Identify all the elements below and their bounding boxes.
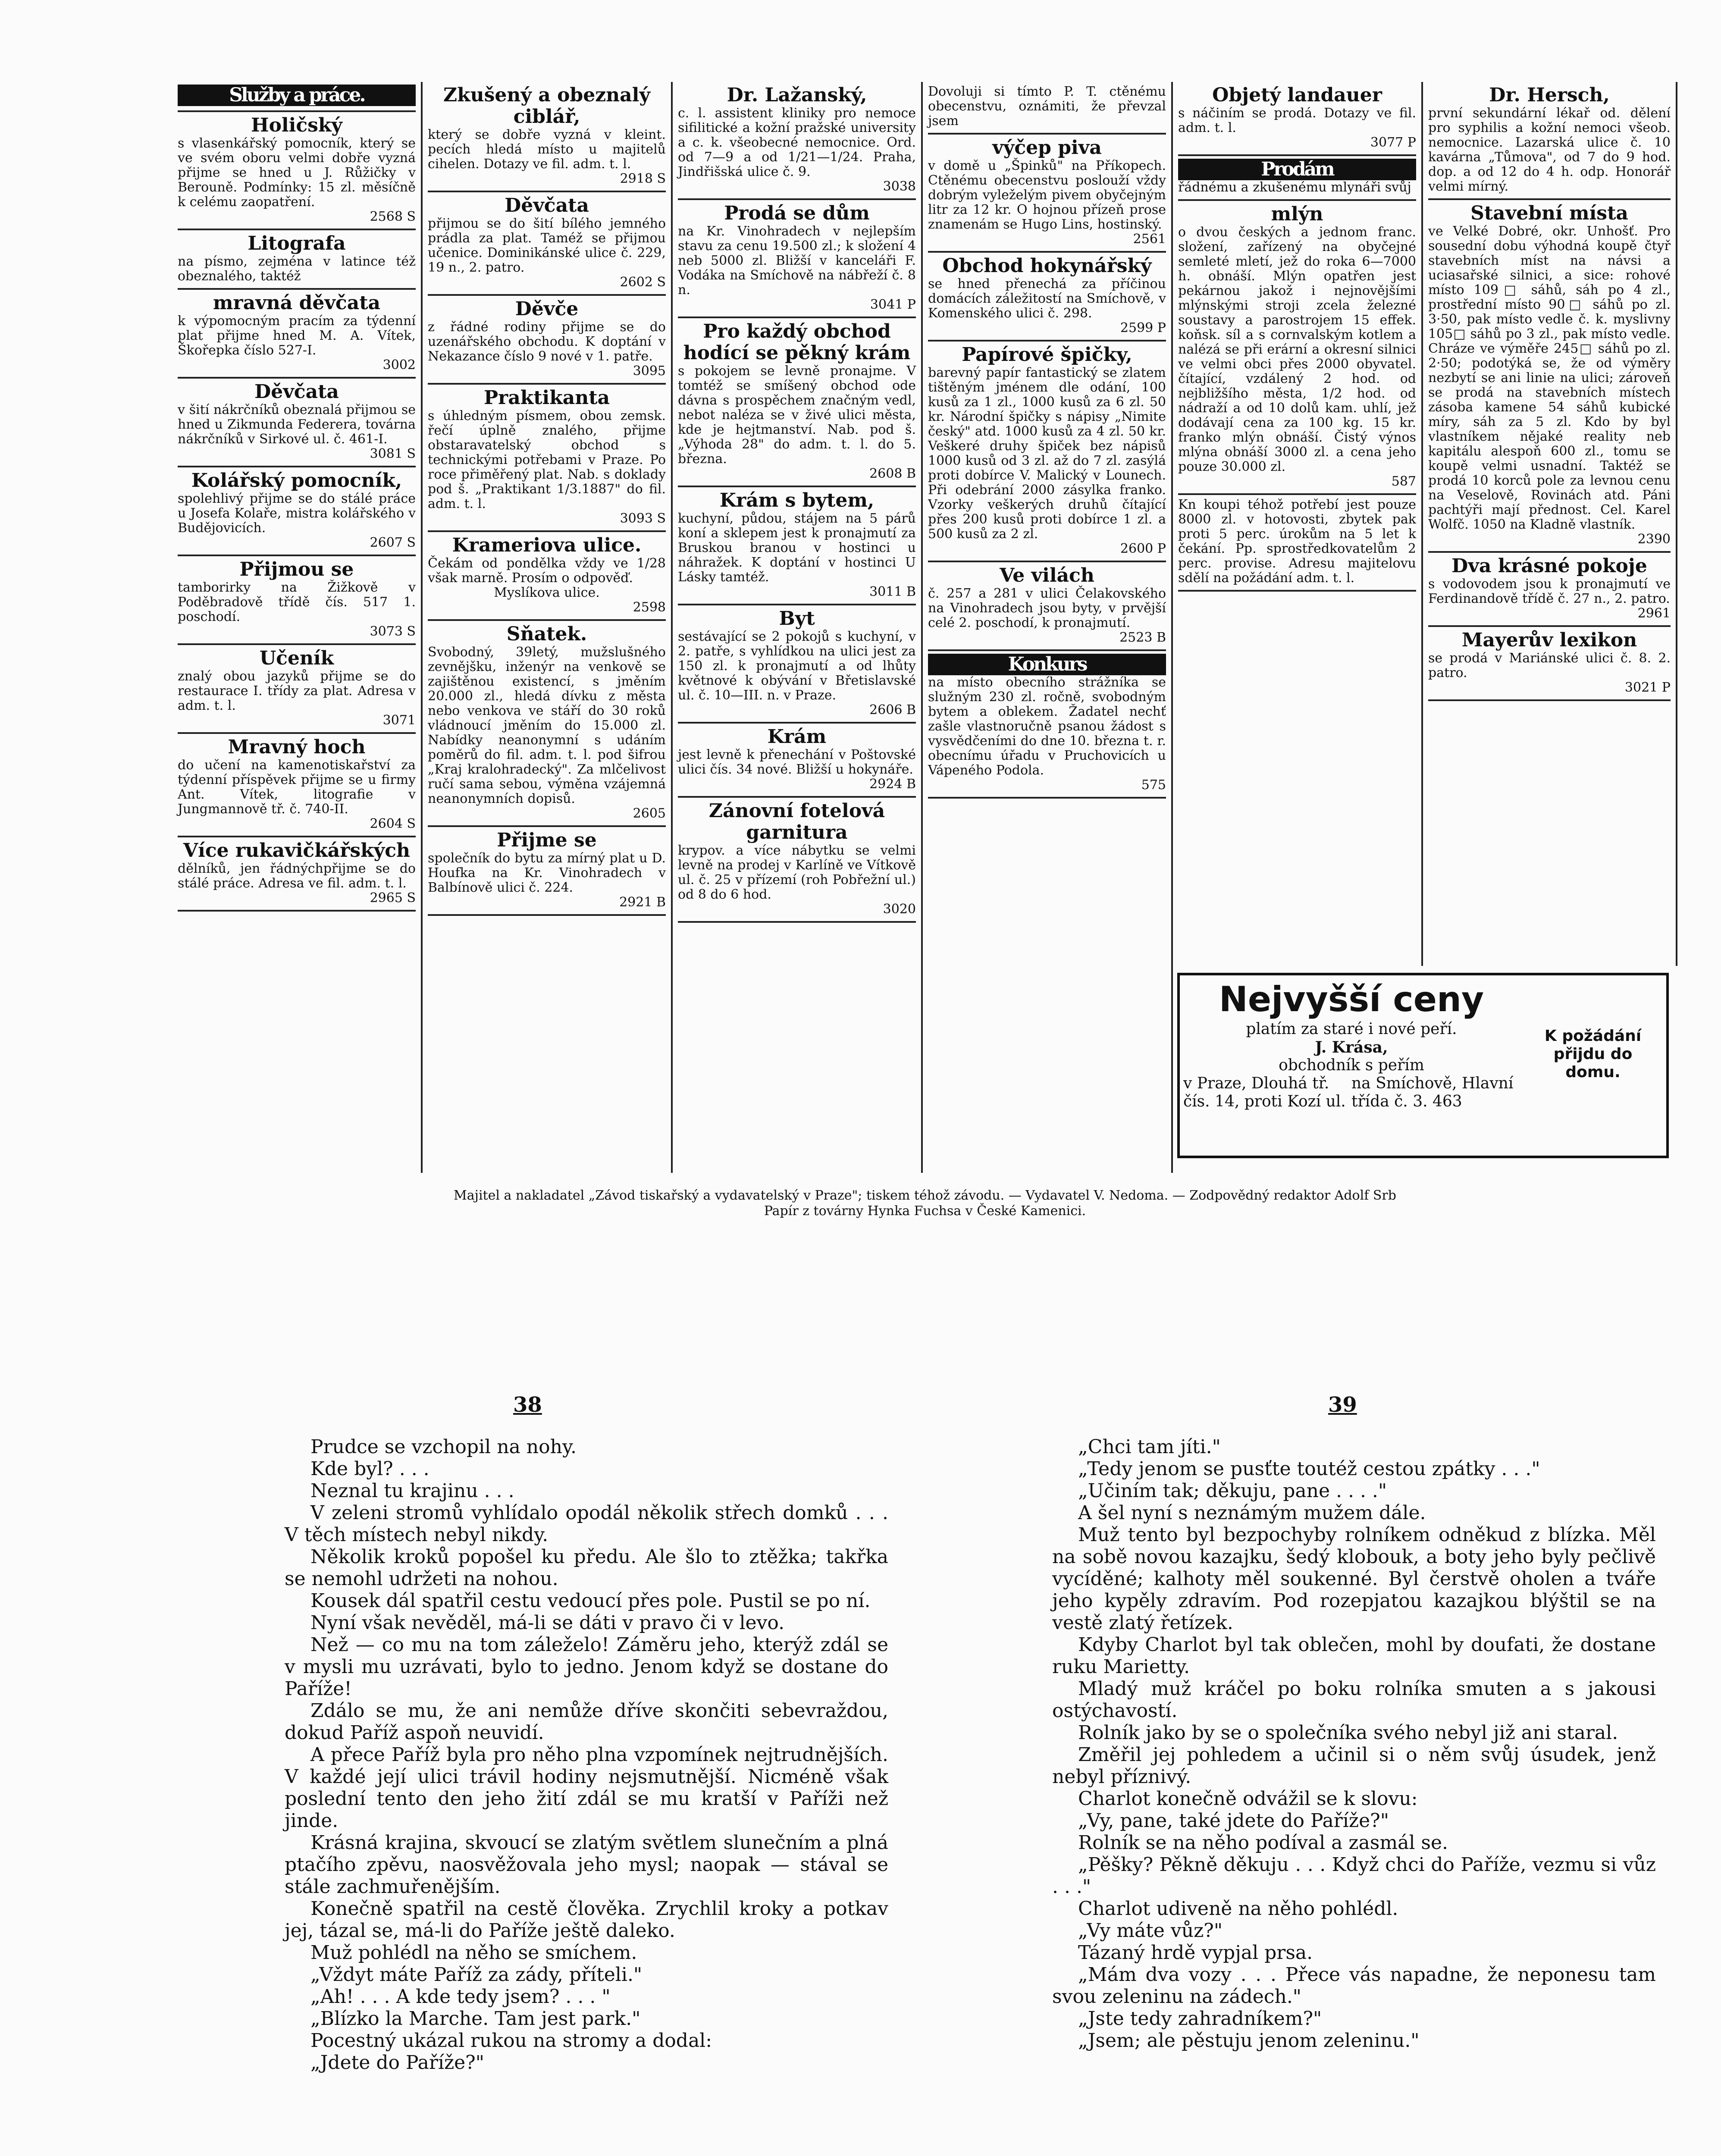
book-paragraph: Rolník jako by se o společníka svého nebyl již ani staral. [1078,1722,1618,1744]
ad-banner-title: Konkurs [928,654,1166,675]
ad-code: 2608 B [869,466,916,481]
ad-code: 2390 [1637,532,1671,547]
ad-text: Dovoluji si tímto P. T. ctěnému obecenstvu, oznámiti, že převzal jsem [928,84,1166,128]
ad-item [1178,156,1416,201]
ads-column-6 [1423,82,1677,966]
feather-ad-box [1177,973,1669,1158]
ad-code: 2604 S [370,816,416,831]
ad-item [928,135,1166,253]
ad-item [1428,82,1671,200]
feather-ad-title: Nejvyšší ceny [1219,979,1484,1019]
ad-item [178,290,416,379]
book-paragraph: Charlot konečně odvážil se k slovu: [1078,1788,1418,1810]
ad-text: se prodá v Mariánské ulici č. 8. 2. patro. [1428,651,1671,680]
ad-text: krypov. a více nábytku se velmi levně na prodej v Karlíně ve Vítkově ul. č. 25 v přízemí (roh Pobřežní ul.) od 8 do 6 hod. [678,843,916,902]
ad-code: 3002 [382,357,416,373]
ad-item [928,562,1166,651]
book-paragraph: Změřil jej pohledem a učinil si o něm svůj úsudek, jenž nebyl příznivý. [1052,1744,1656,1788]
ad-text: se hned přenechá za příčinou domácích záležitostí na Smíchově, v Komenského ulici č. 298. [928,276,1166,321]
ad-code: 3095 [633,364,666,379]
ad-title: Dr. Lažanský, [727,84,867,106]
book-paragraph: Kde byl? . . . [310,1458,429,1480]
ad-title: Holičský [251,114,342,136]
ad-text: řádnému a zkušenému mlynáři svůj [1178,180,1411,195]
book-paragraph: Nyní však nevěděl, má-li se dáti v pravo či v levo. [310,1612,785,1634]
ads-column-5 [1173,82,1423,966]
ad-item [178,112,416,230]
book-paragraph: „Jdete do Paříže?" [310,2052,485,2074]
ad-code: 2965 S [370,890,416,906]
feather-ad-line2: obchodník s peřím [1279,1056,1424,1074]
ad-item [178,82,416,112]
book-paragraph: „Jste tedy zahradníkem?" [1078,2008,1322,2030]
ad-title: mravná děvčata [213,292,381,314]
ad-code: 2607 S [370,535,416,550]
ad-code: 2600 P [1120,541,1166,556]
ads-column-3 [673,82,923,1173]
book-paragraph: „Ah! . . . A kde tedy jsem? . . . " [310,1986,611,2008]
ad-title: Ve vilách [1000,564,1094,586]
ad-title: Obchod hokynářský [942,255,1152,277]
ad-extra: Myslíkova ulice. [494,585,600,600]
ad-code: 3093 S [620,511,666,526]
book-paragraph: Prudce se vzchopil na nohy. [310,1436,577,1458]
book-paragraph: Muž tento byl bezpochyby rolníkem odněkud z blízka. Měl na sobě novou kazajku, šedý klobouk, a boty jeho byly pečlivě vycíděné; kalhoty měl soukenné. Byl čerstvě oholen a tváře jeho kypěly zdravím. Pod rozepjatou kazajkou blýštil se na vestě zlatý řetízek. [1052,1524,1656,1634]
ads-column-4 [923,82,1173,1173]
ad-item [178,556,416,645]
book-paragraph: Zdálo se mu, že ani nemůže dříve skončiti sebevraždou, dokud Paříž aspoň neuvidí. [285,1700,888,1744]
ad-title: Přijmou se [239,558,354,580]
ad-item [678,798,916,923]
book-paragraph: „Pěšky? Pěkně děkuju . . . Když chci do Paříže, vezmu si vůz . . ." [1052,1854,1656,1898]
book-paragraph: A přece Paříž byla pro něho plna vzpomínek nejtrudnějších. V každé její ulici trávil hodiny nejsmutnější. Nicméně však poslední tento den jeho žití zdál se mu kratší v Paříži než jinde. [285,1744,888,1832]
ad-text: společník do bytu za mírný plat u D. Houfka na Kr. Vinohradech v Balbínově ulici č. 224. [428,851,666,895]
book-paragraph: Tázaný hrdě vypjal prsa. [1078,1942,1313,1964]
book-paragraph: Charlot udiveně na něho pohlédl. [1078,1898,1398,1920]
imprint-line-1: Majitel a nakladatel „Závod tiskařský a vydavatelský v Praze"; tiskem téhož závodu. — Vydavatel V. Nedoma. — Zodpovědný redaktor Adolf Srb [454,1188,1396,1203]
ad-title: Krám s bytem, [719,489,875,511]
ad-item [428,296,666,385]
ad-banner-title: Služby a práce. [178,85,416,106]
ad-banner-title: Prodám [1178,159,1416,180]
book-paragraph: Pocestný ukázal rukou na stromy a dodal: [310,2030,712,2052]
ad-item [678,724,916,798]
book-paragraph: Kousek dál spatřil cestu vedoucí přes pole. Pustil se po ní. [310,1590,871,1612]
ad-code: 2918 S [620,171,666,186]
ad-text: znalý obou jazyků přijme se do restaurace I. třídy za plat. Adresa v adm. t. l. [178,669,416,713]
ad-item [928,82,1166,135]
ad-text: dělníků, jen řádnýchpřijme se do stálé práce. Adresa ve fil. adm. t. l. [178,861,416,891]
ad-text: o dvou českých a jednom franc. složení, zařízený na obyčejné semleté mletí, jež do roka 6—7000 h. obnáší. Mlýn opatřen jest pekárnou jakož i nejnovějšími mlýnskými stroji zcela železné soustavy a parostrojem 15 effek. koňsk. síl a s cornvalským kotlem a nalézá se při erární a okresní silnici ve velmi obci přes 2000 obyvatel. čítající, vzdálený 2 hod. od nejbližšího města, 1/2 hod. od nádraží a od 10 dolů kam. uhlí, jež dodávají cena za 100 kg. 15 kr. franko mlýn obnáší. Čistý výnos mlýna obnáší 3000 zl. a cena jeho pouze 30.000 zl. [1178,225,1416,474]
ad-item [1428,553,1671,627]
book-paragraph: „Chci tam jíti." [1078,1436,1221,1458]
ad-code: 3077 P [1370,135,1416,150]
ad-item [678,82,916,200]
ad-item [428,82,666,192]
ad-title: Přijme se [497,829,597,851]
ad-code: 2606 B [869,702,916,718]
ad-title: Děvčata [505,194,589,216]
book-paragraph: A šel nyní s neznámým mužem dále. [1078,1502,1426,1524]
ad-code: 2602 S [620,275,666,290]
page-number-left: 38 [513,1393,542,1417]
imprint-line-2: Papír z továrny Hynka Fuchsa v České Kamenici. [764,1203,1086,1219]
ads-column-2 [423,82,673,1173]
ad-text: s pokojem se levně pronajme. V tomtéž se smíšený obchod ode dávna s prospěchem značným vedl, nebot naléza se v živé ulici města, kde je hejtmanství. Nab. pod š. „Výhoda 28" do adm. t. l. do 5. března. [678,364,916,467]
ad-code: 2924 B [869,777,916,792]
feather-ad-name: J. Krása, [1315,1038,1388,1056]
feather-ad-address-praha: v Praze, Dlouhá tř. čís. 14, proti Kozí ul. [1183,1075,1346,1110]
book-paragraph: Rolník se na něho podíval a zasmál se. [1078,1832,1448,1854]
ad-text: s úhledným písmem, obou zemsk. řečí úplně znalého, přijme obstaravatelský obchod s technickými potřebami v Praze. Po roce přiměřený plat. Nab. s doklady pod š. „Praktikant 1/3.1887" do fil. adm. t. l. [428,408,666,511]
book-paragraph: „Blízko la Marche. Tam jest park." [310,2008,641,2030]
ad-item [1428,627,1671,701]
ad-item [428,532,666,621]
ad-code: 2568 S [370,209,416,224]
ad-item [1178,82,1416,156]
ad-title: Praktikanta [483,387,610,409]
ad-code: 3081 S [370,446,416,461]
ad-title: Krameriova ulice. [452,534,642,556]
ad-item [928,253,1166,342]
ad-item [428,385,666,532]
ad-item [178,230,416,290]
ad-item [178,379,416,467]
book-paragraph: „Vždyt máte Paříž za zády, příteli." [310,1964,643,1986]
ad-code: 3073 S [370,624,416,639]
ad-text: jest levně k přenechání v Poštovské ulici čís. 34 nové. Bližší u hokynáře. [678,747,916,777]
ad-text: s náčiním se prodá. Dotazy ve fil. adm. t. l. [1178,106,1416,135]
page-number-right: 39 [1328,1393,1357,1417]
ad-code: 2599 P [1120,320,1166,335]
ad-title: Krám [767,726,827,748]
book-paragraph: Krásná krajina, skvoucí se zlatým světlem slunečním a plná ptačího zpěvu, naosvěžovala jeho mysl; naopak — stával se stále zachmuřenějším. [285,1832,888,1898]
ad-title: výčep piva [992,137,1102,159]
ad-text: přijmou se do šití bílého jemného prádla za plat. Taméž se přijmou učenice. Dominikánské ulice č. 229, 19 n., 2. patro. [428,216,666,275]
ad-text: Kn koupi téhož potřebí jest pouze 8000 zl. v hotovosti, zbytek pak proti 5 perc. úrokům na 5 let k čekání. Pp. sprostředkovatelům 2 perc. provise. Adresu majitelovu sdělí na požádání adm. t. l. [1178,497,1416,586]
ad-text: spolehlivý přijme se do stálé práce u Josefa Kolaře, mistra kolářského v Budějovicích. [178,491,416,536]
ad-text: č. 257 a 281 v ulici Čelakovského na Vinohradech jsou byty, v prvější celé 2. poschodí, k pronajmutí. [928,586,1166,630]
ad-item [678,487,916,605]
book-paragraph: Neznal tu krajinu . . . [310,1480,514,1502]
ad-text: Svobodný, 39letý, mužslušného zevnějšku, inženýr na venkově se zajištěnou existencí, s jměním 20.000 zl., hledá dívku z města nebo venkova ve stáří do 30 roků vládnoucí jměním do 15.000 zl. Nabídky neanonymní s udáním poměrů do fil. adm. t. l. pod šifrou „Kraj kralohradecký". Za mlčelivost ručí sama sebou, výměna vzájemná neanonymních dopisů. [428,645,666,806]
book-paragraph: Než — co mu na tom záleželo! Záměru jeho, kterýž zdál se v mysli mu uzrávati, bylo to jedno. Jenom když se dostane do Paříže! [285,1634,888,1700]
ad-title: Byt [779,608,815,630]
book-paragraph: „Vy, pane, také jdete do Paříže?" [1078,1810,1389,1832]
ad-item [178,645,416,734]
ad-text: první sekundární lékař od. dělení pro syphilis a kožní nemoci všeob. nemocnice. Lazarská ulice č. 10 kavárna „Tůmova", od 7 do 9 hod. dop. a od 12 do 4 h. odp. Honorář velmi mírný. [1428,106,1671,194]
ad-text: v šití nákrčníků obeznalá přijmou se hned u Zikmunda Federera, továrna nákrčníků v Sirkové ul. č. 461-I. [178,402,416,447]
ad-title: Pro každý obchod hodící se pěkný krám [683,320,911,364]
book-paragraph: V zeleni stromů vyhlídalo opodál několik střech domků . . . V těch místech nebyl nikdy. [285,1502,888,1546]
ad-text: na místo obecního strážníka se služným 230 zl. ročně, svobodným bytem a oblekem. Žadatel nechť zašle vlastnoručně psanou žádost s vysvědčeními do dne 10. března t. r. obecnímu úřadu v Pruchovicích u Vápeného Podola. [928,675,1166,778]
book-paragraph: „Vy máte vůz?" [1078,1920,1223,1942]
ad-text: který se dobře vyzná v kleint. pecích hledá místo u majitelů cihelen. Dotazy ve fil. adm. t. l. [428,127,666,172]
ad-title: Stavební místa [1470,202,1628,224]
ad-item [928,342,1166,562]
ad-code: 3041 P [870,297,916,312]
ad-title: Mravný hoch [228,736,366,758]
ad-text: barevný papír fantastický se zlatem tištěným jménem dle odání, 100 kusů za 1 zl., 1000 kusů za 6 zl. 50 kr. Národní špičky s nápisy „Nimite český" atd. 1000 kusů za 4 zl. 50 kr. Veškeré druhy špiček bez nápisů 1000 kusů od 3 zl. až do 7 zl. zasýlá proti dobírce V. Malický v Lounech. Při odebrání 2000 zásylka franko. Vzorky veškerých druhů čítající přes 200 kusů proti dobírce 1 zl. a 500 kusů za 2 zl. [928,365,1166,542]
ad-title: mlýn [1271,203,1323,225]
ad-item [928,651,1166,799]
book-paragraph: Muž pohlédl na něho se smíchem. [310,1942,637,1964]
ad-item [1178,495,1416,592]
book-paragraph: Několik kroků popošel ku předu. Ale šlo to ztěžka; takřka se nemohl udržeti na nohou. [285,1546,888,1590]
ad-item [678,605,916,724]
ad-item [428,827,666,916]
ad-text: Čekám od pondělka vždy ve 1/28 však marně. Prosím o odpověď. [428,556,666,586]
ad-title: Kolářský pomocník, [191,470,402,492]
book-page-left [285,1436,888,2074]
ad-item [178,734,416,837]
book-paragraph: „Tedy jenom se pusťte toutéž cestou zpátky . . ." [1078,1458,1540,1480]
ad-code: 2961 [1637,606,1671,621]
ad-code: 3011 B [869,584,916,599]
ad-title: Děvčata [254,381,339,403]
ad-title: Učeník [259,647,334,669]
ad-item [1178,201,1416,495]
ad-text: s vodovodem jsou k pronajmutí ve Ferdinandově třídě č. 27 n., 2. patro. [1428,577,1671,606]
ad-title: Děvče [515,298,579,320]
ad-text: sestávající se 2 pokojů s kuchyní, v 2. patře, s vyhlídkou na ulici jest za 150 zl. k pronajmutí a od lhůty květnové k obývání v Břetislavské ul. č. 10—III. n. v Praze. [678,629,916,703]
feather-ad-right: K požádání přijdu do domu. [1544,1027,1642,1081]
ad-item [178,467,416,556]
feather-ad-address-smichov: na Smíchově, Hlavní třída č. 3. 463 [1351,1075,1514,1110]
book-paragraph: „Jsem; ale pěstuju jenom zeleninu." [1078,2030,1420,2052]
ad-item [1428,200,1671,553]
ads-column-1 [172,82,423,1173]
ad-text: ve Velké Dobré, okr. Unhošť. Pro sousední dobu výhodná koupě čtyř stavebních míst na návsi a uciasařské silnici, a sice: rohové místo 109□ sáhů, sáh po 4 zl., prostřední místo 90□ sáhů po zl. 3·50, pak místo vedle č. k. myslivny 105□ sáhů po 3 zl., pak místo vedle. Chráze ve výměře 245□ sáhů po zl. 2·50; podotýká se, že od výměry nezbytí se ani linie na ulici; zároveň se prodá na stavebních místech zásoba kamene 54 sáhů kubické míry, sáh za 5 zl. Kdo by byl vlastníkem nějaké reality neb kapitálu alespoň 600 zl., tomu se koupě velmi usnadní. Taktéž se prodá 10 korců pole za levnou cenu na Veselově, Rovinách atd. Páni pachtýři mají přednost. Cel. Karel Wolfč. 1050 na Kladně vlastník. [1428,224,1671,532]
ad-title: Dva krásné pokoje [1451,555,1647,577]
ad-item [678,200,916,318]
ad-text: na Kr. Vinohradech v nejlepším stavu za cenu 19.500 zl.; k složení 4 neb 5000 zl. Bližší v kanceláři F. Vodáka na Smíchově na nábřeží č. 8 n. [678,224,916,298]
imprint [172,1188,1677,1219]
ad-text: v domě u „Špinků" na Příkopech. Ctěnému obecenstvu poslouží vždy dobrým vyleželým pivem obyčejným litr za 12 kr. O hojnou přízeň prose znamenám se Hugo Lins, hostinský. [928,158,1166,232]
ad-code: 575 [1141,777,1166,793]
ad-title: Objetý landauer [1212,84,1382,106]
ad-code: 587 [1391,474,1416,489]
ad-item [428,621,666,827]
ad-code: 2598 [633,600,666,615]
ad-code: 3038 [883,179,916,194]
ad-item [178,837,416,912]
book-page-right [1052,1436,1656,2052]
ad-title: Litografa [248,232,346,254]
ad-code: 2561 [1133,232,1166,247]
ad-code: 2605 [633,806,666,821]
classified-ads [172,82,1677,1186]
ad-title: Zánovní fotelová garnitura [708,800,885,843]
ad-item [428,192,666,296]
ad-code: 2921 B [619,895,666,910]
ad-code: 3071 [382,713,416,728]
ad-text: kuchyní, půdou, stájem na 5 párů koní a sklepem jest k pronajmutí za Bruskou branou v hostinci u náhražek. K doptání v hostinci U Lásky tamtéž. [678,511,916,585]
ad-text: na písmo, zejména v latince též obeznalého, taktéž [178,254,416,284]
feather-ad-line1: platím za staré i nové peří. [1246,1020,1457,1038]
book-paragraph: „Učiním tak; děkuju, pane . . . ." [1078,1480,1387,1502]
ad-code: 3020 [883,902,916,917]
ad-title: Prodá se dům [724,202,870,224]
book-paragraph: Mladý muž kráčel po boku rolníka smuten a s jakousi ostýchavostí. [1052,1678,1656,1722]
ad-code: 3021 P [1624,680,1671,695]
ad-title: Sňatek. [506,623,587,645]
book-paragraph: Kdyby Charlot byl tak oblečen, mohl by doufati, že dostane ruku Marietty. [1052,1634,1656,1678]
ad-title: Dr. Hersch, [1489,84,1610,106]
ad-text: s vlasenkářský pomocník, který se ve svém oboru velmi dobře vyzná přijme se hned u J. Růžičky v Berouně. Podmínky: 15 zl. měsíčně k celému zaopatření. [178,136,416,210]
ad-code: 2523 B [1119,630,1166,645]
ad-title: Papírové špičky, [962,344,1132,366]
ad-text: k výpomocným pracím za týdenní plat přijme hned M. A. Vítek, Škořepka číslo 527-I. [178,313,416,358]
ad-text: z řádné rodiny přijme se do uzenářského obchodu. K doptání v Nekazance číslo 9 nové v 1. patře. [428,320,666,364]
ad-title: Více rukavičkářských [183,840,410,862]
ad-text: tamborirky na Žižkově v Poděbradově třídě čís. 517 1. poschodí. [178,580,416,624]
ad-text: do učení na kamenotiskařství za týdenní příspěvek přijme se u firmy Ant. Vítek, litografie v Jungmannově tř. č. 740-II. [178,758,416,817]
ad-title: Mayerův lexikon [1461,629,1637,651]
ad-title: Zkušený a obeznalý ciblář, [443,84,650,128]
book-paragraph: „Mám dva vozy . . . Přece vás napadne, že neponesu tam svou zeleninu na zádech." [1052,1964,1656,2008]
ad-text: c. l. assistent kliniky pro nemoce sifilitické a kožní pražské university a c. k. všeobecné nemocnice. Ord. od 7—9 a od 1/21—1/24. Praha, Jindřišská ulice č. 9. [678,106,916,179]
ad-item [678,318,916,487]
book-paragraph: Konečně spatřil na cestě člověka. Zrychlil kroky a potkav jej, tázal se, má-li do Paříže ještě daleko. [285,1898,888,1942]
